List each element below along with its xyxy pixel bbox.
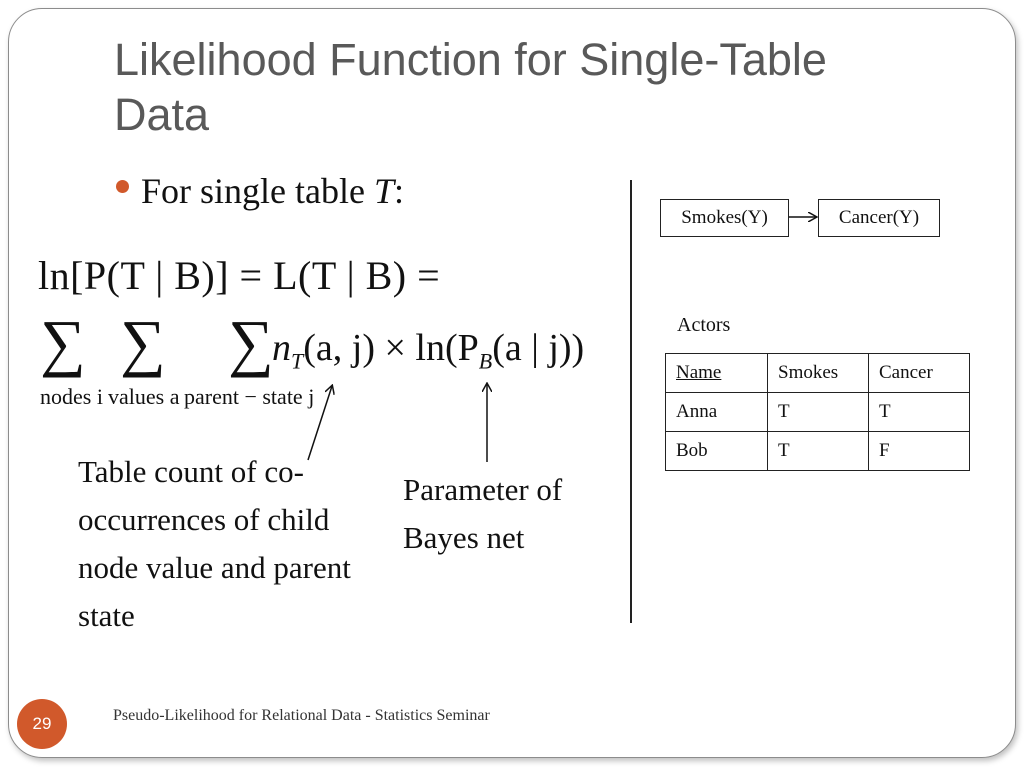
sum-label-values: values a bbox=[108, 384, 180, 409]
param-subscript: B bbox=[478, 348, 493, 374]
slide-title: Likelihood Function for Single-Table Data bbox=[114, 34, 827, 140]
count-annotation: Table count of co-occurrences of child node value and parent state bbox=[78, 454, 351, 633]
likelihood-formula-line1: ln[P(T | B)] = L(T | B) = bbox=[38, 253, 441, 298]
table-cell: Anna bbox=[666, 393, 768, 432]
parameter-annotation: Parameter of Bayes net bbox=[403, 472, 563, 555]
table-cell: F bbox=[869, 432, 970, 471]
node-cancer: Cancer(Y) bbox=[818, 199, 940, 237]
footer-text: Pseudo-Likelihood for Relational Data - Statistics Seminar bbox=[113, 707, 490, 724]
bullet-text-prefix: For single table bbox=[141, 171, 374, 211]
sum-over-values-symbol: ∑ bbox=[120, 307, 166, 378]
sum-label-parent-state: parent − state j bbox=[184, 384, 315, 409]
count-subscript: T bbox=[291, 348, 304, 374]
formula-end: (a | j)) bbox=[492, 327, 585, 369]
table-caption: Actors bbox=[677, 314, 731, 336]
formula-middle: (a, j) × ln(P bbox=[303, 327, 479, 369]
bullet-text-suffix: : bbox=[394, 171, 405, 211]
table-cell: T bbox=[768, 393, 869, 432]
count-annotation-arrow bbox=[308, 386, 332, 460]
sum-over-parent-states-symbol: ∑ bbox=[228, 307, 274, 378]
header-smokes: Smokes bbox=[768, 354, 869, 393]
page-number-badge: 29 bbox=[17, 699, 67, 749]
table-cell: Bob bbox=[666, 432, 768, 471]
table-cell: T bbox=[869, 393, 970, 432]
table-cell: T bbox=[768, 432, 869, 471]
count-term: n bbox=[272, 327, 291, 369]
bullet-variable: T bbox=[373, 171, 394, 211]
sum-label-nodes: nodes i bbox=[40, 384, 103, 409]
node-smokes: Smokes(Y) bbox=[660, 199, 789, 237]
header-name: Name bbox=[676, 362, 722, 383]
header-cancer: Cancer bbox=[869, 354, 970, 393]
sum-over-nodes-symbol: ∑ bbox=[40, 307, 86, 378]
